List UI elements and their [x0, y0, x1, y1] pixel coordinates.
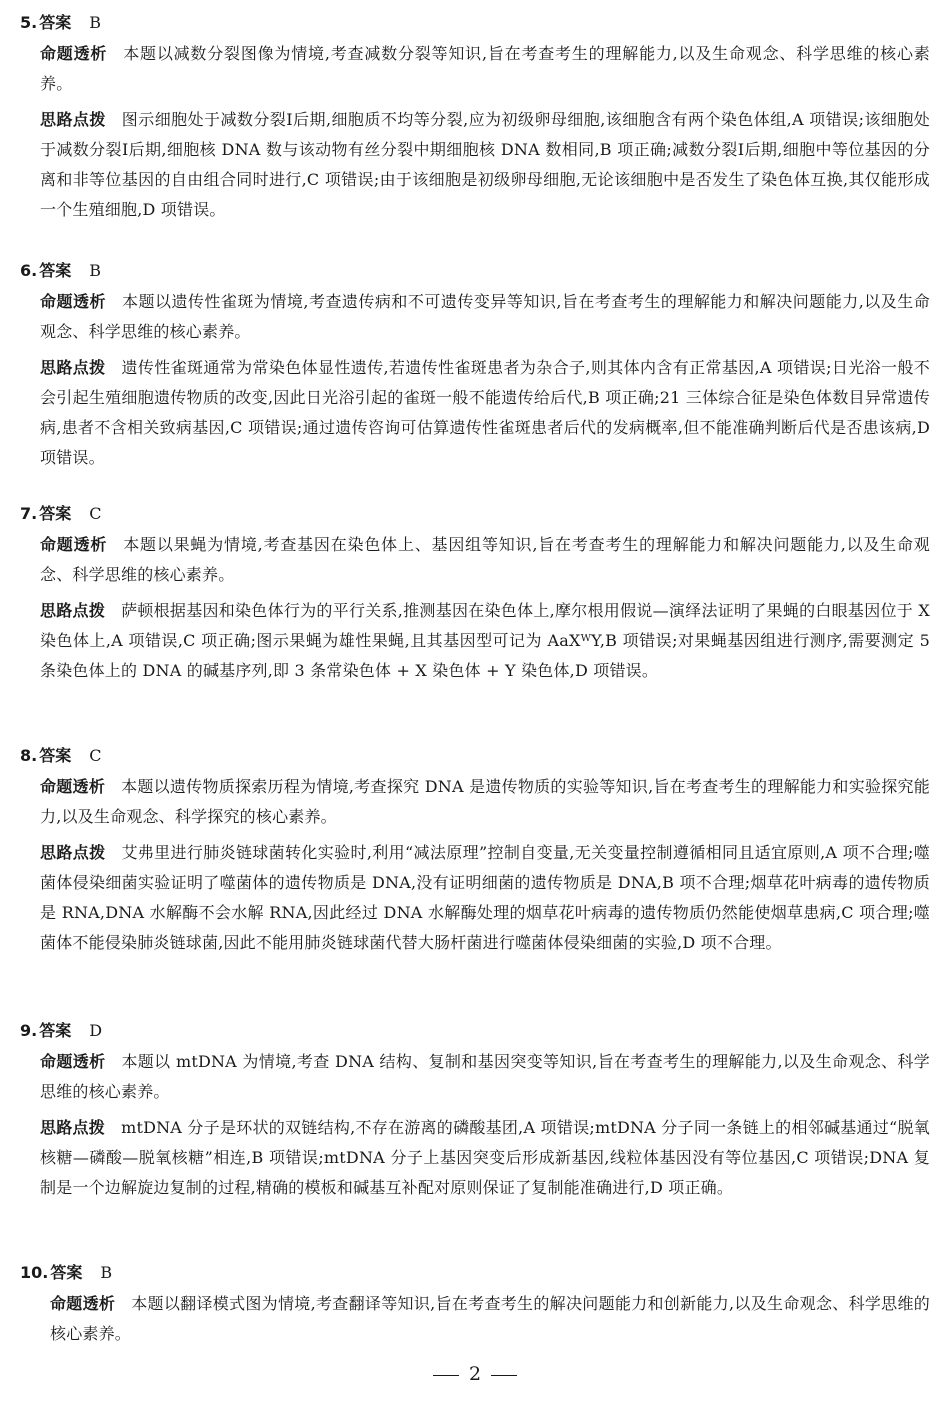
question-number: 9.	[20, 1021, 38, 1040]
answer-label: 答案	[39, 504, 72, 523]
analysis-label: 命题透析	[40, 44, 108, 63]
question-number: 6.	[20, 261, 38, 280]
page-number: 2	[468, 1363, 482, 1385]
analysis-label: 命题透析	[40, 777, 106, 796]
question-6	[20, 260, 930, 473]
analysis-paragraph	[40, 1047, 930, 1107]
analysis-label: 命题透析	[40, 1052, 106, 1071]
analysis-text: 本题以减数分裂图像为情境,考查减数分裂等知识,旨在考查考生的理解能力,以及生命观念、科学思维的核心素养。	[40, 44, 930, 93]
analysis-label: 命题透析	[40, 535, 108, 554]
question-number: 10.	[20, 1263, 49, 1282]
answer-line	[20, 260, 930, 282]
answer-value: B	[100, 1263, 113, 1282]
reasoning-paragraph	[40, 105, 930, 225]
reasoning-label: 思路点拨	[40, 601, 106, 620]
answer-label: 答案	[39, 746, 72, 765]
reasoning-label: 思路点拨	[40, 110, 106, 129]
answer-line	[20, 1262, 930, 1284]
answer-label: 答案	[50, 1263, 83, 1282]
analysis-text: 本题以果蝇为情境,考查基因在染色体上、基因组等知识,旨在考查考生的理解能力和解决问题能力,以及生命观念、科学思维的核心素养。	[40, 535, 930, 584]
analysis-paragraph	[40, 287, 930, 347]
question-5	[20, 12, 930, 225]
reasoning-label: 思路点拨	[40, 843, 106, 862]
answer-value: C	[89, 504, 102, 523]
analysis-paragraph	[40, 39, 930, 99]
answer-label: 答案	[39, 261, 72, 280]
analysis-paragraph	[50, 1289, 930, 1349]
analysis-label: 命题透析	[40, 292, 106, 311]
reasoning-paragraph	[40, 838, 930, 958]
reasoning-text: mtDNA 分子是环状的双链结构,不存在游离的磷酸基团,A 项错误;mtDNA 分子同一条链上的相邻碱基通过“脱氧核糖—磷酸—脱氧核糖”相连,B 项错误;mtDNA 分子上基因突变后形成新基因,线粒体基因没有等位基因,C 项错误;DNA 复制是一个边解旋边复制的过程,精确的模板和碱基互补配对原则保证了复制能准确进行,D 项正确。	[40, 1118, 930, 1197]
analysis-label: 命题透析	[50, 1294, 116, 1313]
answer-line	[20, 12, 930, 34]
answer-label: 答案	[39, 13, 72, 32]
reasoning-paragraph	[40, 1113, 930, 1203]
answer-value: B	[89, 13, 101, 32]
analysis-text: 本题以 mtDNA 为情境,考查 DNA 结构、复制和基因突变等知识,旨在考查考生的理解能力,以及生命观念、科学思维的核心素养。	[40, 1052, 930, 1101]
reasoning-paragraph	[40, 353, 930, 473]
analysis-text: 本题以遗传性雀斑为情境,考查遗传病和不可遗传变异等知识,旨在考查考生的理解能力和解决问题能力,以及生命观念、科学思维的核心素养。	[40, 292, 930, 341]
footer-dash-left	[433, 1375, 459, 1376]
question-10	[20, 1262, 930, 1349]
analysis-paragraph	[40, 772, 930, 832]
answer-line	[20, 503, 930, 525]
question-number: 5.	[20, 13, 38, 32]
reasoning-text: 图示细胞处于减数分裂Ⅰ后期,细胞质不均等分裂,应为初级卵母细胞,该细胞含有两个染色体组,A 项错误;该细胞处于减数分裂Ⅰ后期,细胞核 DNA 数与该动物有丝分裂中期细胞核 DNA 数相同,B 项正确;减数分裂Ⅰ后期,细胞中等位基因的分离和非等位基因的自由组合同时进行,C 项错误;由于该细胞是初级卵母细胞,无论该细胞中是否发生了染色体互换,其仅能形成一个生殖细胞,D 项错误。	[40, 110, 930, 219]
reasoning-text: 艾弗里进行肺炎链球菌转化实验时,利用“减法原理”控制自变量,无关变量控制遵循相同且适宜原则,A 项不合理;噬菌体侵染细菌实验证明了噬菌体的遗传物质是 DNA,没有证明细菌的遗传物质是 DNA,B 项不合理;烟草花叶病毒的遗传物质是 RNA,DNA 水解酶不会水解 RNA,因此经过 DNA 水解酶处理的烟草花叶病毒的遗传物质仍然能使烟草患病,C 项合理;噬菌体不能侵染肺炎链球菌,因此不能用肺炎链球菌代替大肠杆菌进行噬菌体侵染细菌的实验,D 项不合理。	[40, 843, 930, 952]
answer-label: 答案	[39, 1021, 72, 1040]
answer-line	[20, 1020, 930, 1042]
answer-value: B	[89, 261, 101, 280]
reasoning-paragraph	[40, 596, 930, 686]
reasoning-text: 萨顿根据基因和染色体行为的平行关系,推测基因在染色体上,摩尔根用假说—演绎法证明了果蝇的白眼基因位于 X 染色体上,A 项错误,C 项正确;图示果蝇为雄性果蝇,且其基因型可记为 AaXᵂY,B 项错误;对果蝇基因组进行测序,需要测定 5 条染色体上的 DNA 的碱基序列,即 3 条常染色体 + X 染色体 + Y 染色体,D 项错误。	[40, 601, 930, 680]
footer-dash-right	[491, 1375, 517, 1376]
reasoning-label: 思路点拨	[40, 1118, 106, 1137]
question-7	[20, 503, 930, 686]
page-footer	[0, 1362, 950, 1386]
reasoning-label: 思路点拨	[40, 358, 106, 377]
question-9	[20, 1020, 930, 1203]
analysis-text: 本题以遗传物质探索历程为情境,考查探究 DNA 是遗传物质的实验等知识,旨在考查考生的理解能力和实验探究能力,以及生命观念、科学探究的核心素养。	[40, 777, 930, 826]
analysis-text: 本题以翻译模式图为情境,考查翻译等知识,旨在考查考生的解决问题能力和创新能力,以及生命观念、科学思维的核心素养。	[50, 1294, 930, 1343]
answer-value: C	[89, 746, 102, 765]
answer-line	[20, 745, 930, 767]
analysis-paragraph	[40, 530, 930, 590]
reasoning-text: 遗传性雀斑通常为常染色体显性遗传,若遗传性雀斑患者为杂合子,则其体内含有正常基因,A 项错误;日光浴一般不会引起生殖细胞遗传物质的改变,因此日光浴引起的雀斑一般不能遗传给后代,B 项正确;21 三体综合征是染色体数目异常遗传病,患者不含相关致病基因,C 项错误;通过遗传咨询可估算遗传性雀斑患者后代的发病概率,但不能准确判断后代是否患该病,D 项错误。	[40, 358, 930, 467]
question-number: 8.	[20, 746, 38, 765]
question-8	[20, 745, 930, 958]
question-number: 7.	[20, 504, 38, 523]
answer-value: D	[89, 1021, 103, 1040]
